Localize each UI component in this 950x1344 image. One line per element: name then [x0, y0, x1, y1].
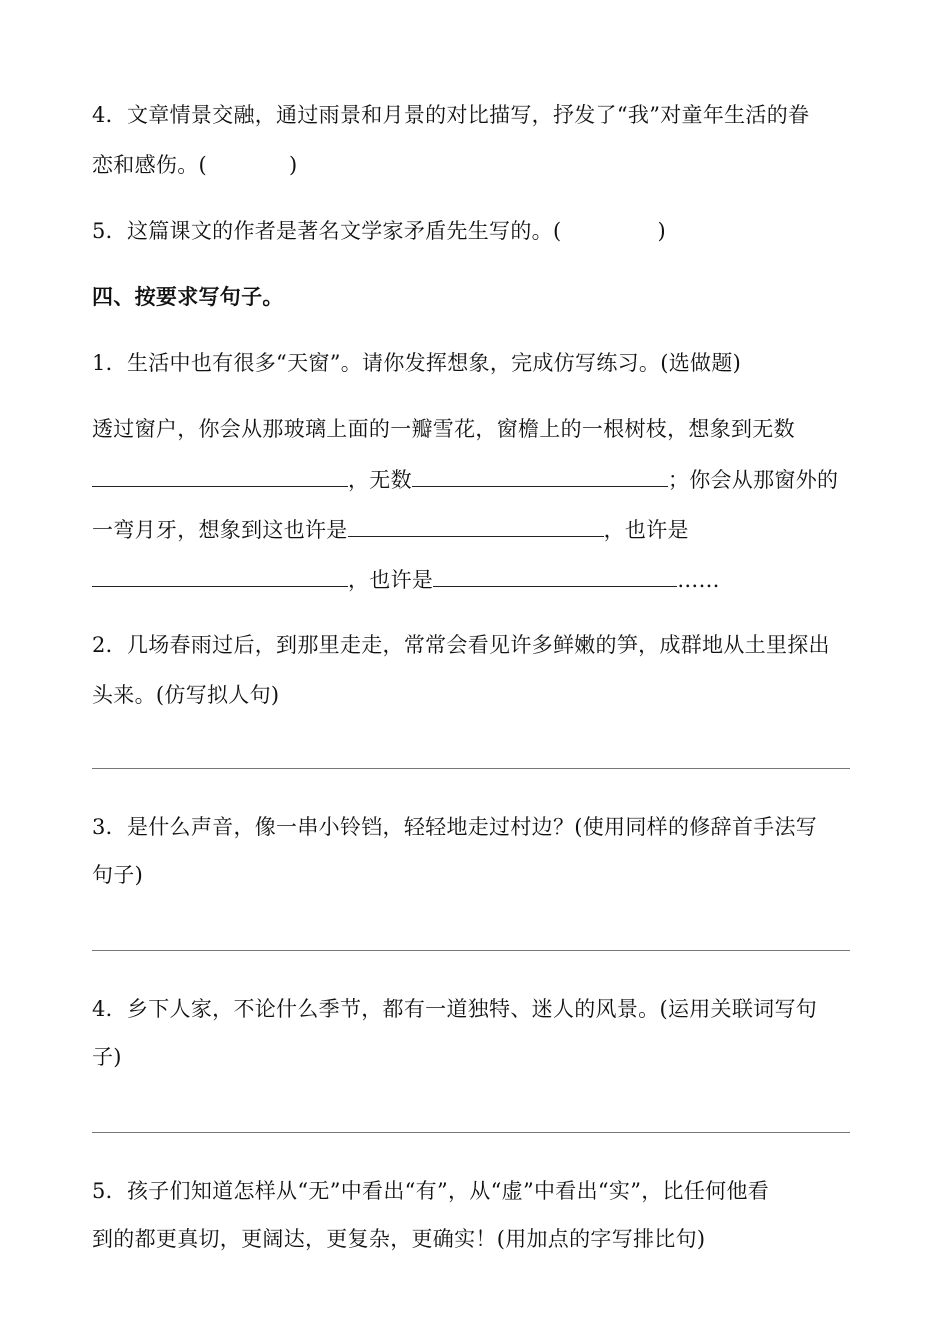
answer-line-q4[interactable] [92, 1132, 850, 1133]
write-q1-line2: 透过窗户，你会从那玻璃上面的一瓣雪花，窗檐上的一根树枝，想象到无数 [92, 417, 795, 441]
write-q1-line5 [92, 564, 720, 595]
judge-q5-text: 5．这篇课文的作者是著名文学家矛盾先生写的。( [92, 219, 562, 243]
write-q1-line3 [92, 464, 838, 495]
write-q4-line1: 4．乡下人家，不论什么季节，都有一道独特、迷人的风景。(运用关联词写句 [92, 997, 818, 1021]
write-q5-line1: 5．孩子们知道怎样从“无”中看出“有”，从“虚”中看出“实”，比任何他看 [92, 1179, 770, 1203]
write-q4-line2: 子) [92, 1045, 122, 1069]
blank-4[interactable] [92, 564, 348, 587]
blank-2[interactable] [412, 464, 668, 487]
section4-heading: 四、按要求写句子。 [92, 284, 284, 309]
judge-q4-line1: 4．文章情景交融，通过雨景和月景的对比描写，抒发了“我”对童年生活的眷 [92, 103, 810, 127]
write-q2-line2: 头来。(仿写拟人句) [92, 683, 280, 707]
write-q1-ellipsis: …… [677, 568, 720, 592]
judge-q4-line2 [92, 150, 298, 180]
write-q2-line1: 2．几场春雨过后，到那里走走，常常会看见许多鲜嫩的笋，成群地从土里探出 [92, 633, 830, 657]
write-q1-line5-a: ，也许是 [348, 568, 434, 592]
judge-q4-line2-text: 恋和感伤。( [92, 153, 207, 177]
blank-1[interactable] [92, 464, 348, 487]
blank-3[interactable] [348, 514, 604, 537]
answer-line-q3[interactable] [92, 950, 850, 951]
write-q1-line3-b: ；你会从那窗外的 [667, 468, 839, 492]
judge-q4-close-paren: ) [289, 153, 298, 177]
answer-line-q2[interactable] [92, 768, 850, 769]
write-q1-line3-a: ，无数 [348, 468, 412, 492]
write-q3-line2: 句子) [92, 863, 144, 887]
write-q1-line4-a: 一弯月牙，想象到这也许是 [92, 518, 348, 542]
blank-5[interactable] [433, 564, 677, 587]
write-q1-line4 [92, 514, 689, 545]
write-q3-line1: 3．是什么声音，像一串小铃铛，轻轻地走过村边？(使用同样的修辞首手法写 [92, 815, 818, 839]
write-q1-line4-b: ，也许是 [603, 518, 689, 542]
judge-q5-close-paren: ) [657, 219, 666, 243]
judge-q5 [92, 216, 666, 246]
write-q5-line2: 到的都更真切，更阔达，更复杂，更确实！(用加点的字写排比句) [92, 1227, 706, 1251]
write-q1-line1: 1．生活中也有很多“天窗”。请你发挥想象，完成仿写练习。(选做题) [92, 351, 742, 375]
